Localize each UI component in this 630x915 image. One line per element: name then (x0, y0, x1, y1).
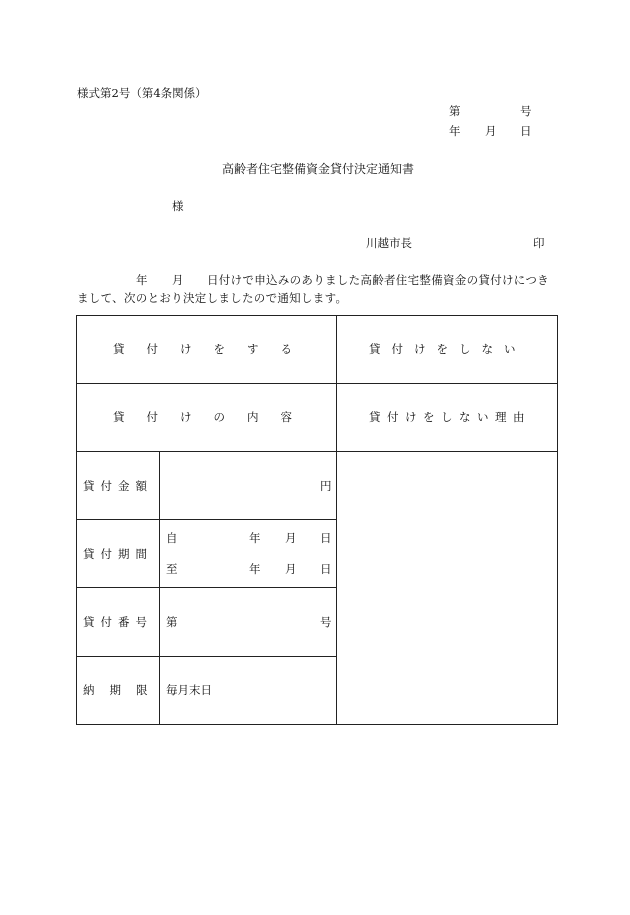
table-row-divider (76, 587, 337, 588)
loan-amount-label: 貸付金額 (83, 479, 153, 493)
loan-number-label: 貸付番号 (83, 615, 153, 629)
table-row-divider (76, 383, 558, 384)
period-to-day: 日 (320, 562, 332, 576)
table-row-divider (76, 656, 337, 657)
issuer-name: 川越市長 (366, 236, 412, 250)
period-to: 至 (166, 562, 178, 576)
period-from-year: 年 (249, 531, 261, 545)
loan-period-label: 貸付期間 (83, 547, 153, 561)
period-to-year: 年 (249, 562, 261, 576)
doc-number-prefix: 第 (449, 104, 461, 118)
payment-deadline-value: 毎月末日 (166, 683, 212, 697)
body-year: 年 (136, 273, 148, 287)
header-no-lend: 貸付けをしない (369, 342, 527, 356)
document-title: 高齢者住宅整備資金貸付決定通知書 (222, 162, 415, 176)
period-from-month: 月 (285, 531, 297, 545)
doc-number-suffix: 号 (520, 104, 532, 118)
period-from: 自 (166, 531, 178, 545)
loan-number-suffix: 号 (320, 615, 332, 629)
loan-amount-unit: 円 (320, 479, 332, 493)
table-border (76, 315, 558, 725)
body-month: 月 (172, 273, 184, 287)
period-to-month: 月 (285, 562, 297, 576)
period-from-day: 日 (320, 531, 332, 545)
date-month: 月 (485, 124, 497, 138)
table-row-divider (76, 451, 558, 452)
form-number: 様式第2号（第4条関係） (77, 86, 207, 100)
date-year: 年 (449, 124, 461, 138)
body-line2: まして、次のとおり決定しましたので通知します。 (77, 291, 348, 305)
seal-mark: 印 (533, 236, 545, 250)
subheader-no-lend-reason: 貸付けをしない理由 (369, 410, 531, 424)
date-day: 日 (520, 124, 532, 138)
body-line1: 日付けで申込みのありました高齢者住宅整備資金の貸付けにつき (207, 273, 549, 287)
loan-number-prefix: 第 (166, 615, 178, 629)
header-lend: 貸付けをする (113, 342, 314, 356)
subheader-lend-contents: 貸付けの内容 (113, 410, 314, 424)
table-center-divider (336, 315, 337, 725)
table-row-divider (76, 519, 337, 520)
addressee-suffix: 様 (172, 199, 184, 213)
payment-deadline-label: 納期限 (83, 683, 163, 697)
